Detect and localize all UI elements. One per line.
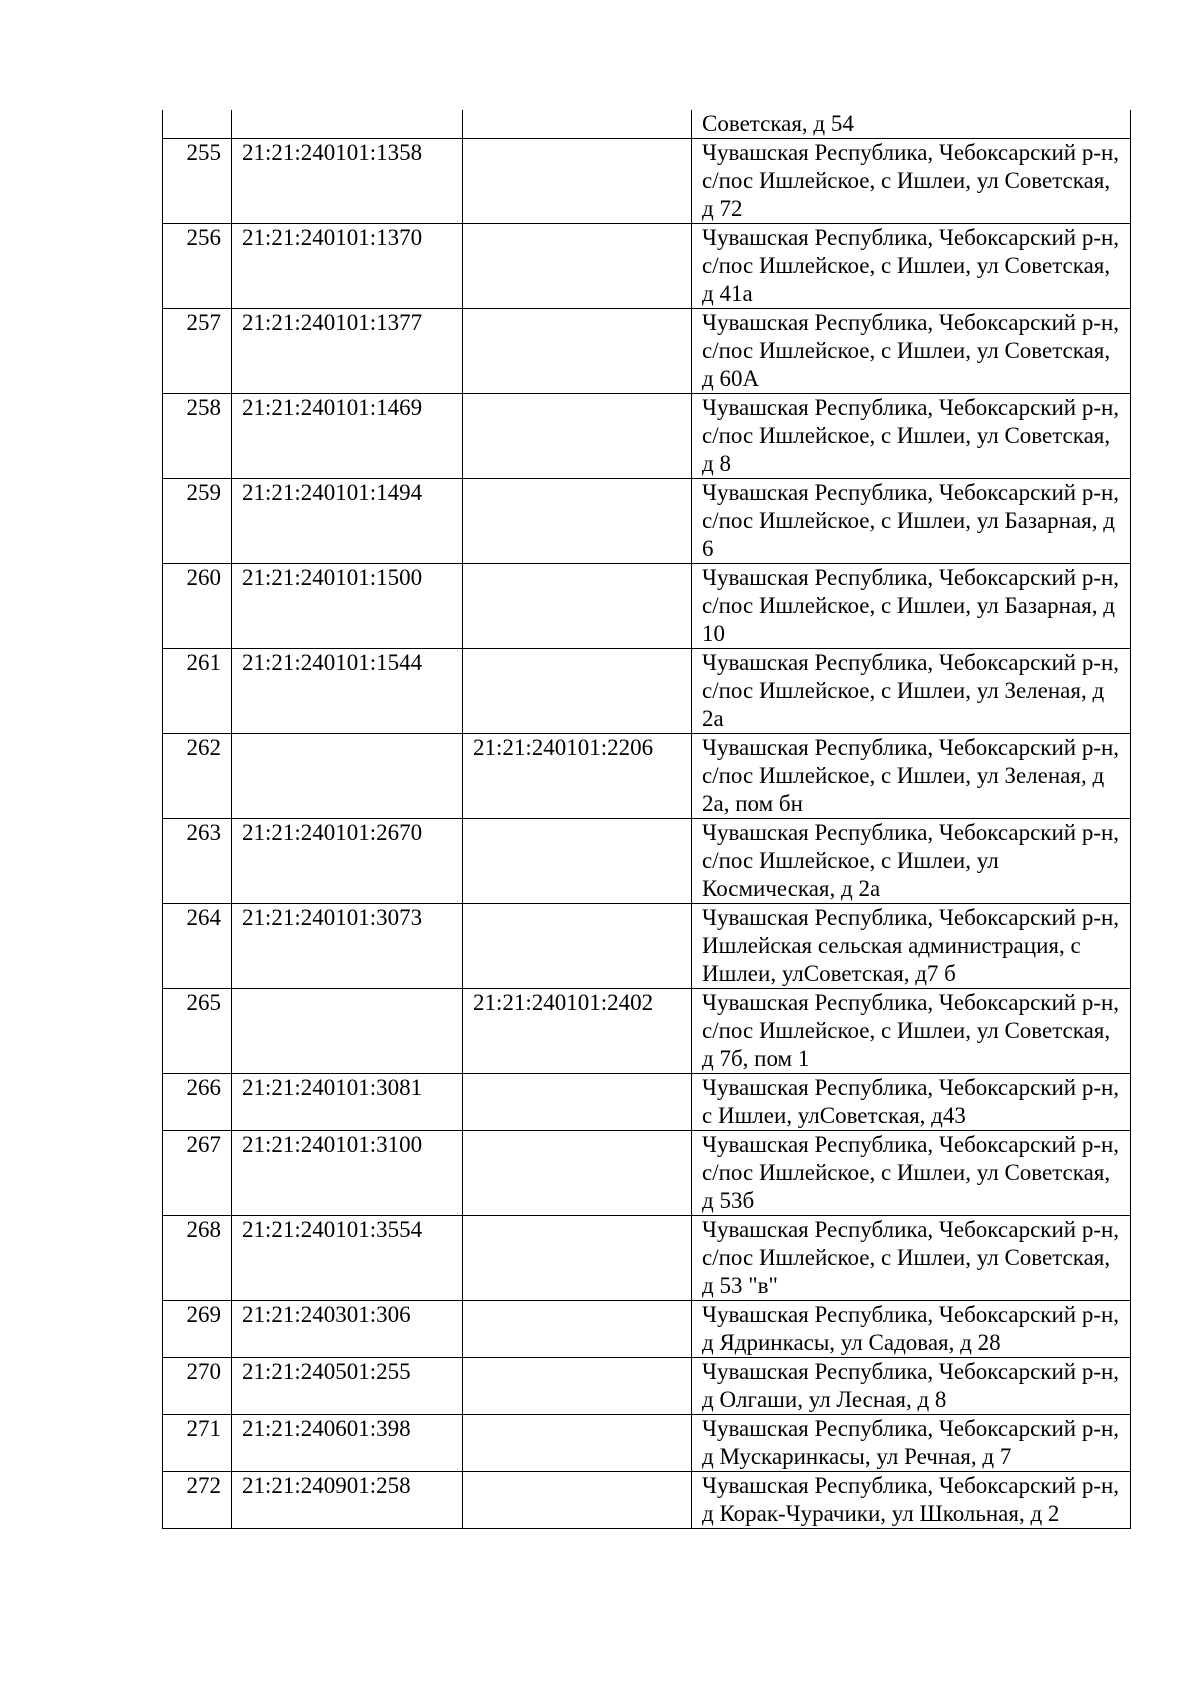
cadastral-number: 21:21:240101:3081 [232, 1074, 463, 1131]
table-row-continuation [163, 110, 1131, 139]
premises-cadastral-number: 21:21:240101:2402 [463, 989, 692, 1074]
cadastral-number [232, 110, 463, 139]
cadastral-number: 21:21:240101:1377 [232, 309, 463, 394]
table-row [163, 819, 1131, 904]
row-number: 258 [163, 394, 232, 479]
table-row [163, 139, 1131, 224]
row-number: 271 [163, 1415, 232, 1472]
row-number: 257 [163, 309, 232, 394]
address: Чувашская Республика, Чебоксарский р-н, с/пос Ишлейское, с Ишлеи, ул Космическая, д 2а [692, 819, 1131, 904]
row-number [163, 110, 232, 139]
table-row [163, 1472, 1131, 1529]
row-number: 267 [163, 1131, 232, 1216]
address: Чувашская Республика, Чебоксарский р-н, с/пос Ишлейское, с Ишлеи, ул Советская, д 8 [692, 394, 1131, 479]
cadastral-number: 21:21:240301:306 [232, 1301, 463, 1358]
address: Чувашская Республика, Чебоксарский р-н, Ишлейская сельская администрация, с Ишлеи, улСоветская, д7 б [692, 904, 1131, 989]
table-row [163, 734, 1131, 819]
table-row [163, 309, 1131, 394]
premises-cadastral-number [463, 1358, 692, 1415]
address: Чувашская Республика, Чебоксарский р-н, с/пос Ишлейское, с Ишлеи, ул Зеленая, д 2а [692, 649, 1131, 734]
cadastral-number: 21:21:240101:3073 [232, 904, 463, 989]
cadastral-number: 21:21:240101:2670 [232, 819, 463, 904]
row-number: 260 [163, 564, 232, 649]
cadastral-number: 21:21:240601:398 [232, 1415, 463, 1472]
premises-cadastral-number [463, 1131, 692, 1216]
premises-cadastral-number [463, 479, 692, 564]
address: Чувашская Республика, Чебоксарский р-н, с/пос Ишлейское, с Ишлеи, ул Советская, д 41а [692, 224, 1131, 309]
address: Чувашская Республика, Чебоксарский р-н, д Олгаши, ул Лесная, д 8 [692, 1358, 1131, 1415]
premises-cadastral-number [463, 110, 692, 139]
table-row [163, 649, 1131, 734]
premises-cadastral-number [463, 564, 692, 649]
premises-cadastral-number [463, 139, 692, 224]
table-row [163, 479, 1131, 564]
row-number: 255 [163, 139, 232, 224]
address: Чувашская Республика, Чебоксарский р-н, д Ядринкасы, ул Садовая, д 28 [692, 1301, 1131, 1358]
address: Чувашская Республика, Чебоксарский р-н, с/пос Ишлейское, с Ишлеи, ул Базарная, д 6 [692, 479, 1131, 564]
table-row [163, 1415, 1131, 1472]
cadastral-number: 21:21:240901:258 [232, 1472, 463, 1529]
cadastral-number: 21:21:240101:3554 [232, 1216, 463, 1301]
row-number: 263 [163, 819, 232, 904]
table-row [163, 394, 1131, 479]
table-row [163, 1216, 1131, 1301]
cadastral-number: 21:21:240101:1370 [232, 224, 463, 309]
row-number: 266 [163, 1074, 232, 1131]
table-row [163, 1074, 1131, 1131]
cadastral-number: 21:21:240101:1358 [232, 139, 463, 224]
row-number: 268 [163, 1216, 232, 1301]
premises-cadastral-number [463, 394, 692, 479]
row-number: 270 [163, 1358, 232, 1415]
premises-cadastral-number [463, 819, 692, 904]
cadastral-number: 21:21:240501:255 [232, 1358, 463, 1415]
registry-table-body [163, 110, 1131, 1529]
address: Чувашская Республика, Чебоксарский р-н, с Ишлеи, улСоветская, д43 [692, 1074, 1131, 1131]
table-row [163, 1301, 1131, 1358]
premises-cadastral-number [463, 1415, 692, 1472]
address: Чувашская Республика, Чебоксарский р-н, с/пос Ишлейское, с Ишлеи, ул Советская, д 60А [692, 309, 1131, 394]
address: Чувашская Республика, Чебоксарский р-н, с/пос Ишлейское, с Ишлеи, ул Советская, д 7б, пом 1 [692, 989, 1131, 1074]
premises-cadastral-number [463, 309, 692, 394]
premises-cadastral-number [463, 1074, 692, 1131]
premises-cadastral-number [463, 649, 692, 734]
cadastral-number: 21:21:240101:1494 [232, 479, 463, 564]
address: Чувашская Республика, Чебоксарский р-н, с/пос Ишлейское, с Ишлеи, ул Советская, д 53б [692, 1131, 1131, 1216]
premises-cadastral-number: 21:21:240101:2206 [463, 734, 692, 819]
address: Чувашская Республика, Чебоксарский р-н, с/пос Ишлейское, с Ишлеи, ул Советская, д 72 [692, 139, 1131, 224]
premises-cadastral-number [463, 1301, 692, 1358]
property-registry-table [162, 110, 1131, 1529]
table-row [163, 989, 1131, 1074]
row-number: 256 [163, 224, 232, 309]
premises-cadastral-number [463, 224, 692, 309]
cadastral-number: 21:21:240101:3100 [232, 1131, 463, 1216]
table-row [163, 1358, 1131, 1415]
cadastral-number [232, 734, 463, 819]
cadastral-number [232, 989, 463, 1074]
address: Чувашская Республика, Чебоксарский р-н, с/пос Ишлейское, с Ишлеи, ул Советская, д 53 "в" [692, 1216, 1131, 1301]
address: Чувашская Республика, Чебоксарский р-н, д Корак-Чурачики, ул Школьная, д 2 [692, 1472, 1131, 1529]
address: Чувашская Республика, Чебоксарский р-н, д Мускаринкасы, ул Речная, д 7 [692, 1415, 1131, 1472]
row-number: 262 [163, 734, 232, 819]
premises-cadastral-number [463, 1216, 692, 1301]
cadastral-number: 21:21:240101:1544 [232, 649, 463, 734]
address: Чувашская Республика, Чебоксарский р-н, с/пос Ишлейское, с Ишлеи, ул Базарная, д 10 [692, 564, 1131, 649]
address: Чувашская Республика, Чебоксарский р-н, с/пос Ишлейское, с Ишлеи, ул Зеленая, д 2а, пом бн [692, 734, 1131, 819]
table-row [163, 904, 1131, 989]
premises-cadastral-number [463, 904, 692, 989]
row-number: 265 [163, 989, 232, 1074]
table-row [163, 564, 1131, 649]
address: Советская, д 54 [692, 110, 1131, 139]
row-number: 272 [163, 1472, 232, 1529]
cadastral-number: 21:21:240101:1469 [232, 394, 463, 479]
cadastral-number: 21:21:240101:1500 [232, 564, 463, 649]
row-number: 261 [163, 649, 232, 734]
premises-cadastral-number [463, 1472, 692, 1529]
row-number: 269 [163, 1301, 232, 1358]
table-row [163, 224, 1131, 309]
row-number: 264 [163, 904, 232, 989]
table-row [163, 1131, 1131, 1216]
row-number: 259 [163, 479, 232, 564]
